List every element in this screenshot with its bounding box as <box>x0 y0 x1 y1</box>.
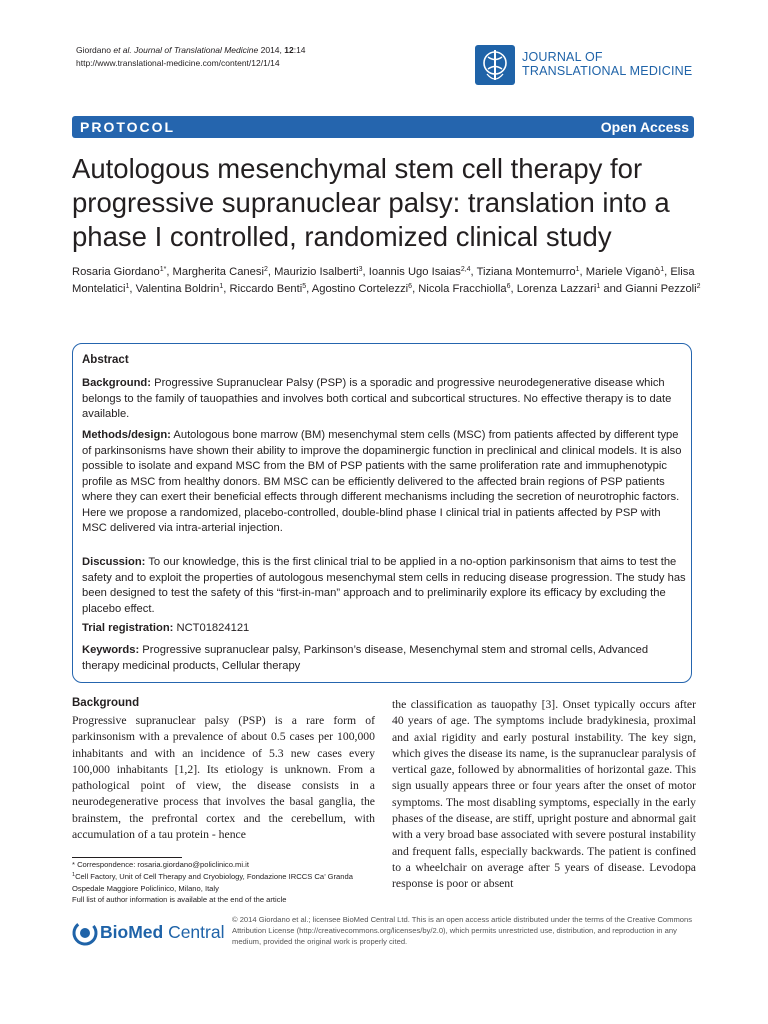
author-separator: , <box>223 283 230 295</box>
biomed-central-logo-text <box>100 920 224 944</box>
author-separator: , <box>129 283 136 295</box>
article-url[interactable]: http://www.translational-medicine.com/content/12/1/14 <box>76 58 280 68</box>
author-name: Gianni Pezzoli <box>625 283 697 295</box>
author-affiliation-sup: 2 <box>696 283 701 290</box>
author-affiliation-sup: 1 <box>660 266 665 273</box>
author-affiliation-sup: 2 <box>263 266 268 273</box>
author-affiliation-sup: 2,4 <box>460 266 471 273</box>
abstract-background <box>82 376 688 423</box>
author-separator: , <box>267 266 275 278</box>
author-affiliation-sup: 6 <box>408 283 413 290</box>
abstract-methods-label: Methods/design: <box>82 429 171 441</box>
author-name: Ioannis Ugo Isaias <box>368 266 461 278</box>
citation-header <box>76 44 306 70</box>
keywords-label: Keywords: <box>82 644 140 656</box>
citation-issue: :14 <box>293 45 306 55</box>
citation-volume: 12 <box>284 45 294 55</box>
correspondence-note: * Correspondence: rosaria.giordano@policlinico.mi.it <box>72 860 249 869</box>
author-affiliation-sup: 6 <box>506 283 511 290</box>
abstract-keywords <box>82 643 688 674</box>
license-text: © 2014 Giordano et al.; licensee BioMed Central Ltd. This is an open access article distributed under the terms of the Creative Commons Attribution License (http://creativecommons.org/licenses/by/2.0), which permits unrestricted use, distribution, and reproduction in any medium, provided the original work is properly cited. <box>232 915 693 946</box>
author-affiliation-sup: 3 <box>358 266 363 273</box>
keywords-text: Progressive supranuclear palsy, Parkinson’s disease, Mesenchymal stem and stromal cells, Advanced therapy medicinal products, Cellular therapy <box>82 644 649 672</box>
author-separator: , <box>470 266 477 278</box>
journal-name-line2: TRANSLATIONAL MEDICINE <box>522 64 693 78</box>
author-name: Rosaria Giordano <box>72 266 160 278</box>
author-affiliation-sup: 1* <box>159 266 167 273</box>
author-separator: , <box>412 283 419 295</box>
author-affiliation-sup: 5 <box>302 283 307 290</box>
author-list <box>72 264 702 298</box>
author-affiliation-sup: 1 <box>575 266 580 273</box>
footnote-rule <box>72 857 182 858</box>
journal-name-line1: JOURNAL OF <box>522 50 603 64</box>
author-name: Riccardo Benti <box>229 283 303 295</box>
abstract-discussion-text: To our knowledge, this is the first clinical trial to be applied in a no-option parkinsonism that aims to test the safety and to exploit the properties of autologous mesenchymal stem cells in reducing disease progression. The study has been designed to test the safety of this “first-in-man” approach and to preliminarily explore its efficacy by excluding the placebo effect. <box>82 556 686 615</box>
abstract-discussion-label: Discussion: <box>82 556 146 568</box>
author-affiliation-sup: 1 <box>219 283 224 290</box>
author-name: Valentina Boldrin <box>135 283 220 295</box>
publisher-bold: BioMed <box>100 922 164 942</box>
background-heading: Background <box>72 697 140 709</box>
citation-year: 2014, <box>258 45 285 55</box>
article-title: Autologous mesenchymal stem cell therapy for progressive supranuclear palsy: translation into a phase I controlled, randomized clinical study <box>72 153 670 252</box>
affiliation-text: Cell Factory, Unit of Cell Therapy and Cryobiology, Fondazione IRCCS Ca’ Granda Ospedale Maggiore Policlinico, Milano, Italy <box>72 871 353 893</box>
author-info-note: Full list of author information is available at the end of the article <box>72 895 287 905</box>
abstract-heading: Abstract <box>82 354 129 366</box>
author-name: Maurizio Isalberti <box>274 266 359 278</box>
journal-logo-text <box>522 50 692 78</box>
abstract-background-text: Progressive Supranuclear Palsy (PSP) is a sporadic and progressive neurodegenerative disease which belongs to the family of tauopathies and involves both cortical and subcortical structures. No effective therapy is to date available. <box>82 377 672 420</box>
affiliation-sup: 1 <box>72 871 76 878</box>
citation-line <box>76 44 306 57</box>
article-type-label: PROTOCOL <box>80 119 176 135</box>
publisher-rest: Central <box>163 922 225 942</box>
author-separator: , <box>166 266 173 278</box>
abstract-background-label: Background: <box>82 377 151 389</box>
trial-registration-label: Trial registration: <box>82 622 174 634</box>
affiliation-note <box>72 871 377 895</box>
body-right-column: the classification as tauopathy [3]. Onset typically occurs after 40 years of age. The symptoms include bradykinesia, proximal and axial rigidity and early postural instability. The key sign, which gives the disease its name, is the supranuclear paralysis of vertical gaze, followed by abnormalities of horizontal gaze. This sign usually appears three or four years after the onset of motor symptoms. The most disabling symptoms, especially in the early phases of the disease, are stiff, upright posture and abnormal gait with a very broad base associated with severe postural instability and frequent falls, especially backwards. The patient is confined to a wheelchair on average after 5 years of disease. Levodopa response is poor or absent <box>392 698 696 891</box>
author-separator: , <box>579 266 586 278</box>
journal-logo-icon <box>474 44 516 86</box>
author-separator: and <box>600 283 626 295</box>
abstract-discussion <box>82 555 688 617</box>
citation-journal: Journal of Translational Medicine <box>131 45 259 55</box>
abstract-methods-text: Autologous bone marrow (BM) mesenchymal stem cells (MSC) from patients affected by different type of parkinsonisms have shown their ability to improve the dopaminergic function in preclinical and clinical models. It is also possible to isolate and expand MSC from the BM of PSP patients with the same proliferation rate and immuphenotypic profile as MSC from healthy donors. BM MSC can be efficiently delivered to the affected brain regions of PSP patients where they can exert their beneficial effects through different mechanisms including the secretion of neurotrophic factors. <box>82 429 682 503</box>
citation-authors: Giordano <box>76 45 114 55</box>
author-name: Agostino Cortelezzi <box>311 283 409 295</box>
author-name: Nicola Fracchiolla <box>418 283 507 295</box>
open-access-label: Open Access <box>600 119 689 135</box>
author-name: Margherita Canesi <box>172 266 264 278</box>
author-affiliation-sup: 1 <box>596 283 601 290</box>
abstract-methods <box>82 428 688 537</box>
citation-etal: et al. <box>113 45 132 55</box>
trial-registration-text: NCT01824121 <box>173 622 250 634</box>
body-left-column: Progressive supranuclear palsy (PSP) is a rare form of parkinsonism with a prevalence of about 0.5 cases per 100,000 inhabitants and with an incidence of 5.3 new cases every 100,000 inhabitants [1,2]. Its etiology is unknown. From a pathological point of view, the disease consists in a neurodegenerative process that involves the basal ganglia, the brainstem, the prefrontal cortex and the cerebellum, with accumulation of a tau protein - hence <box>72 714 375 842</box>
author-affiliation-sup: 1 <box>125 283 130 290</box>
author-separator: , <box>510 283 517 295</box>
abstract-methods-text2: Here we propose a randomized, placebo-controlled, double-blind phase I clinical trial in patients affected by PSP with MSC delivered via intra-arterial injection. <box>82 506 661 534</box>
author-name: Tiziana Montemurro <box>476 266 576 278</box>
abstract-trial-registration <box>82 621 688 637</box>
footnotes <box>72 859 377 906</box>
author-name: Lorenza Lazzari <box>516 283 597 295</box>
author-separator: , <box>362 266 369 278</box>
author-name: Elisa Montelatici <box>72 266 695 295</box>
biomed-central-logo-icon <box>72 920 98 946</box>
author-separator: , <box>664 266 671 278</box>
author-name: Mariele Viganò <box>585 266 661 278</box>
author-separator: , <box>306 283 312 295</box>
